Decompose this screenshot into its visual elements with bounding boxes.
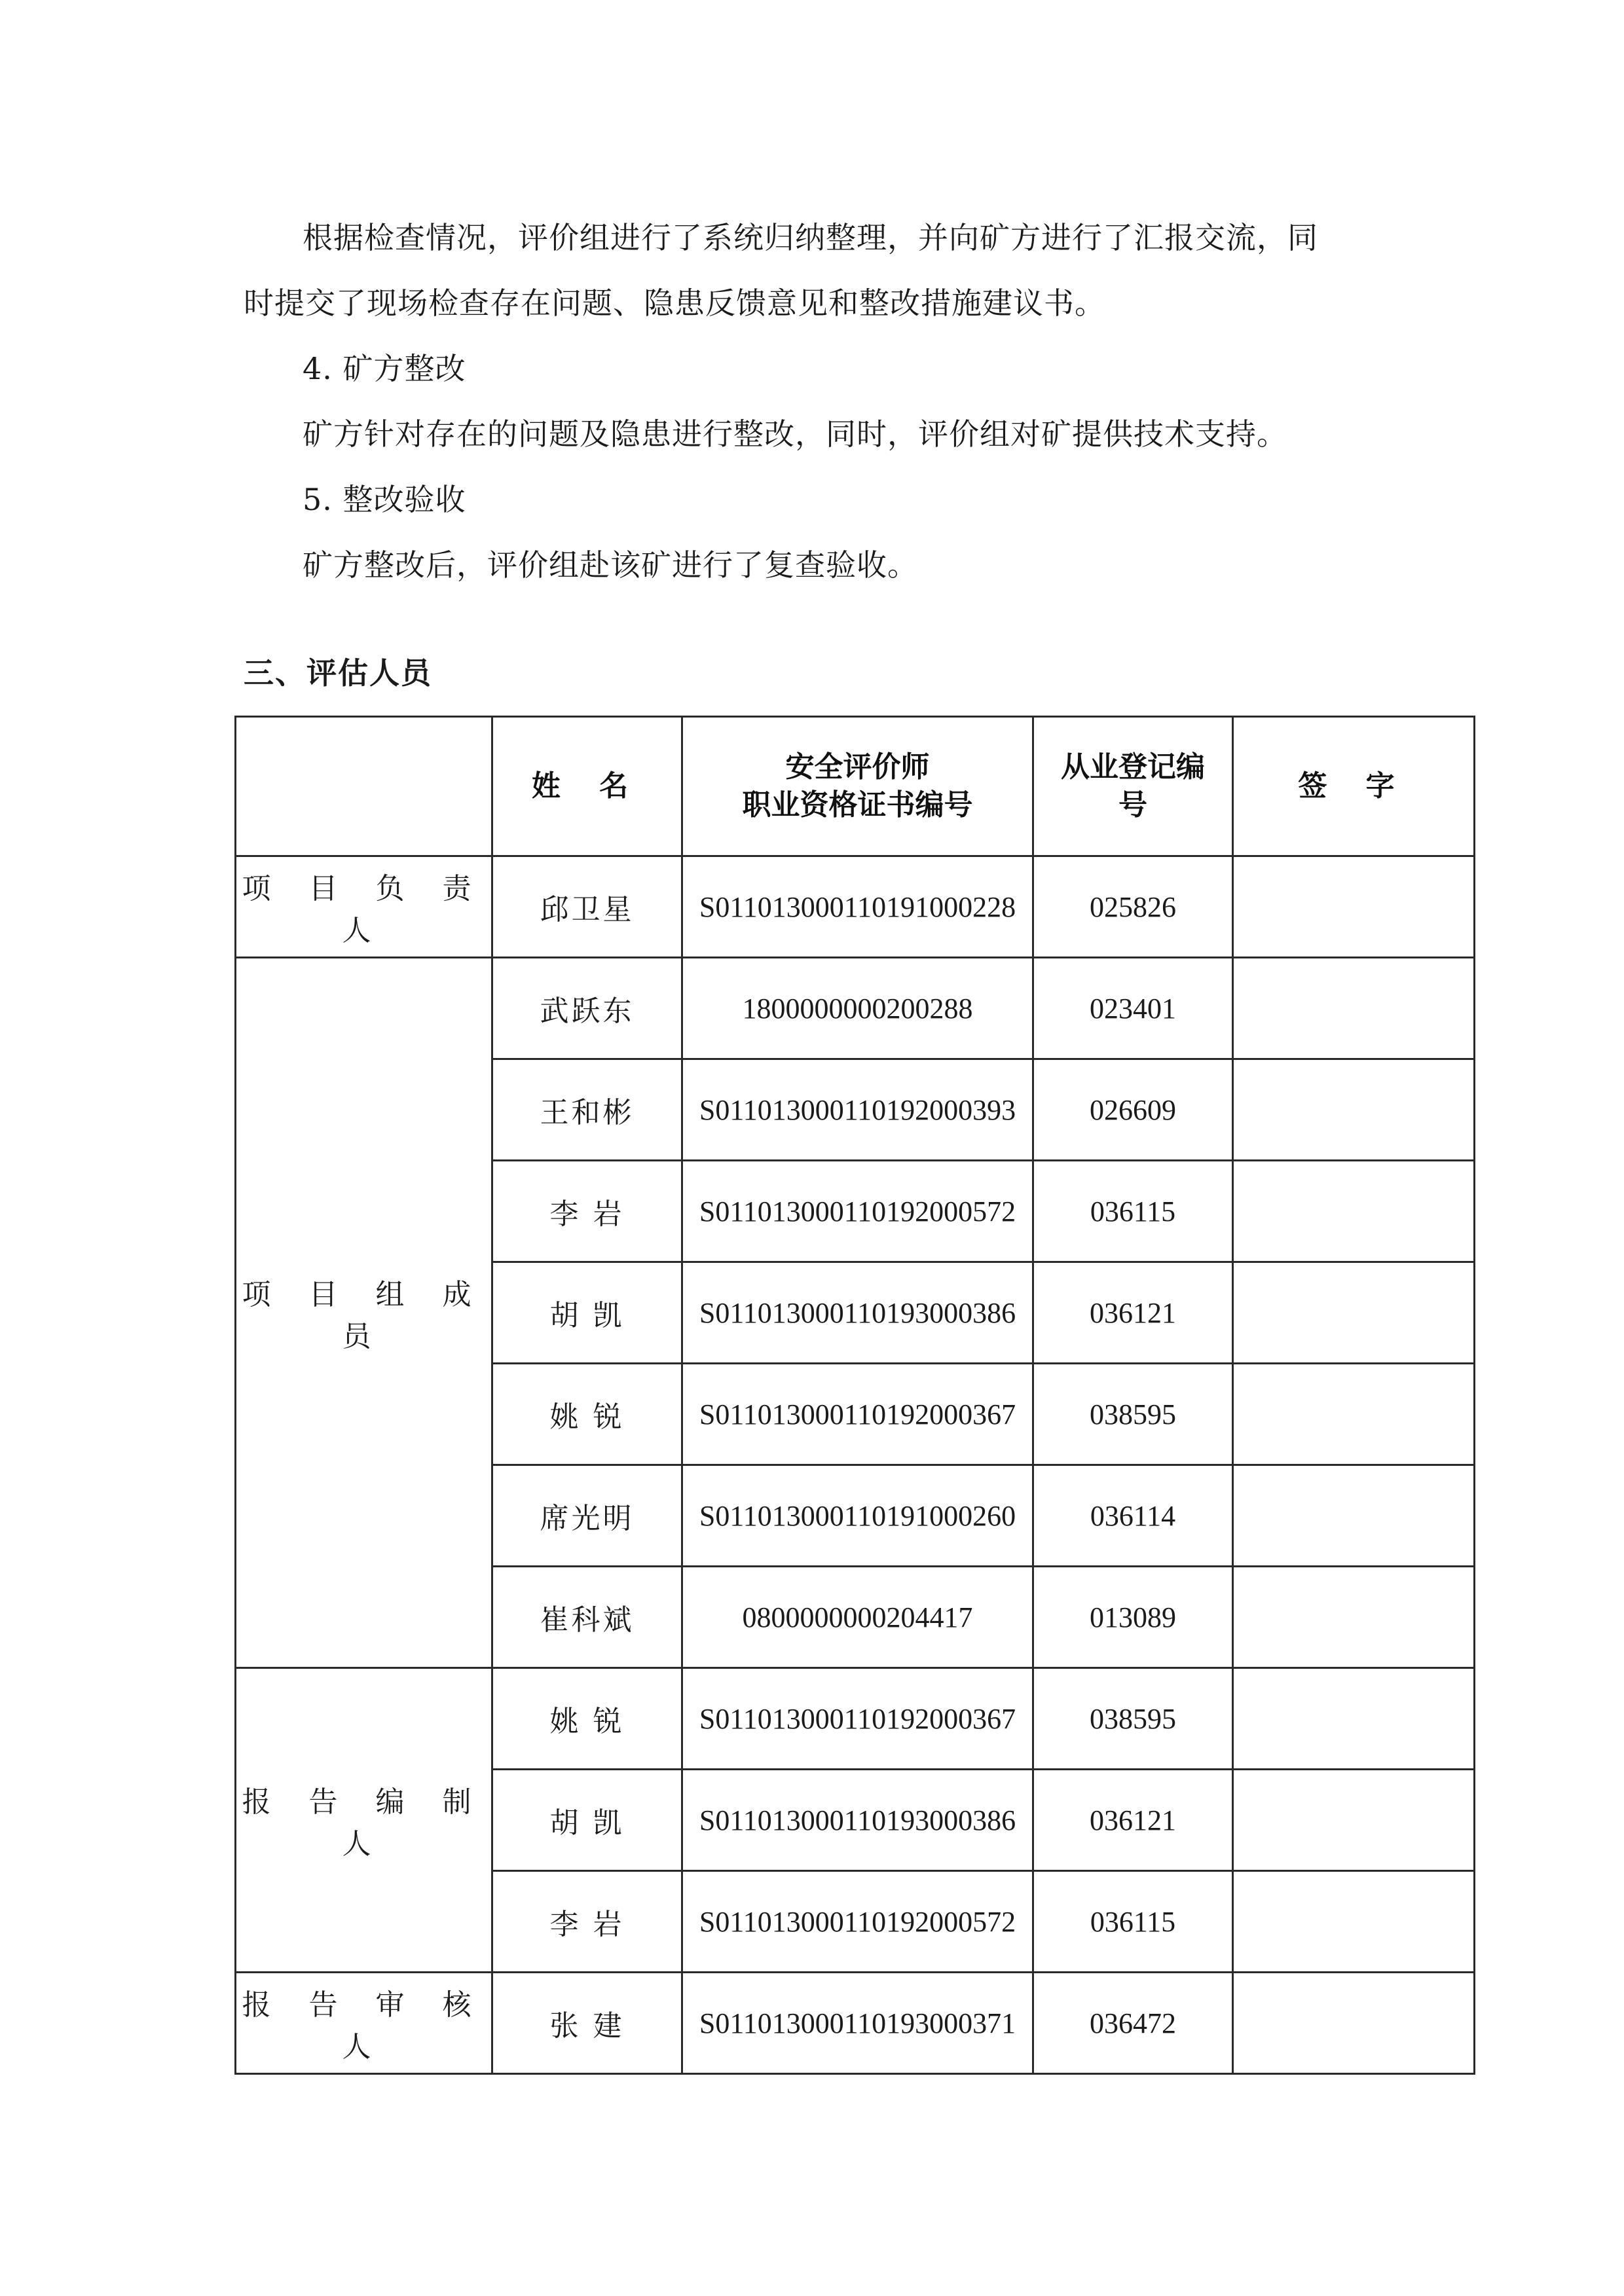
registration-number: 026609 bbox=[1033, 1059, 1233, 1161]
person-name: 姚 锐 bbox=[492, 1364, 682, 1465]
cert-number: 1800000000200288 bbox=[682, 958, 1033, 1059]
signature-cell bbox=[1233, 1262, 1475, 1364]
cert-number: S011013000110192000393 bbox=[682, 1059, 1033, 1161]
paragraph-line-3: 矿方针对存在的问题及隐患进行整改，同时，评价组对矿提供技术支持。 bbox=[303, 416, 1287, 452]
signature-cell bbox=[1233, 1871, 1475, 1973]
signature-cell bbox=[1233, 1161, 1475, 1262]
registration-number: 038595 bbox=[1033, 1364, 1233, 1465]
paragraph-line-4: 矿方整改后，评价组赴该矿进行了复查验收。 bbox=[303, 547, 918, 583]
person-name: 张 建 bbox=[492, 1973, 682, 2074]
signature-cell bbox=[1233, 1973, 1475, 2074]
role-report-compiler: 报 告 编 制 人 bbox=[236, 1668, 492, 1973]
paragraph-line-2: 时提交了现场检查存在问题、隐患反馈意见和整改措施建议书。 bbox=[244, 285, 1105, 321]
signature-cell bbox=[1233, 1567, 1475, 1668]
table-row bbox=[236, 856, 1475, 958]
header-registration-number bbox=[1033, 717, 1233, 856]
header-cert-line2: 职业资格证书编号 bbox=[742, 788, 973, 822]
header-reg-line2: 号 bbox=[1118, 788, 1147, 822]
header-cert-number bbox=[682, 717, 1033, 856]
header-signature: 签 字 bbox=[1233, 717, 1475, 856]
signature-cell bbox=[1233, 1668, 1475, 1770]
subheading-rectification: 4. 矿方整改 bbox=[303, 351, 466, 386]
paragraph-line-1: 根据检查情况，评价组进行了系统归纳整理，并向矿方进行了汇报交流，同 bbox=[303, 220, 1318, 255]
cert-number: S011013000110192000367 bbox=[682, 1668, 1033, 1770]
person-name: 王和彬 bbox=[492, 1059, 682, 1161]
cert-number: S011013000110191000260 bbox=[682, 1465, 1033, 1567]
person-name: 胡 凯 bbox=[492, 1770, 682, 1871]
person-name: 胡 凯 bbox=[492, 1262, 682, 1364]
header-role bbox=[236, 717, 492, 856]
registration-number: 013089 bbox=[1033, 1567, 1233, 1668]
person-name: 崔科斌 bbox=[492, 1567, 682, 1668]
person-name: 席光明 bbox=[492, 1465, 682, 1567]
table-row bbox=[236, 1973, 1475, 2074]
table-row bbox=[236, 958, 1475, 1059]
registration-number: 036115 bbox=[1033, 1161, 1233, 1262]
cert-number: S011013000110192000572 bbox=[682, 1161, 1033, 1262]
staff-table bbox=[234, 716, 1475, 2075]
role-project-leader: 项 目 负 责 人 bbox=[236, 856, 492, 958]
signature-cell bbox=[1233, 958, 1475, 1059]
section-title: 三、评估人员 bbox=[244, 655, 432, 691]
header-cert-line1: 安全评价师 bbox=[785, 750, 930, 784]
header-reg-line1: 从业登记编 bbox=[1061, 750, 1205, 784]
signature-cell bbox=[1233, 856, 1475, 958]
cert-number: S011013000110193000386 bbox=[682, 1770, 1033, 1871]
signature-cell bbox=[1233, 1059, 1475, 1161]
header-name: 姓 名 bbox=[492, 717, 682, 856]
signature-cell bbox=[1233, 1770, 1475, 1871]
registration-number: 036121 bbox=[1033, 1770, 1233, 1871]
registration-number: 025826 bbox=[1033, 856, 1233, 958]
cert-number: S011013000110192000367 bbox=[682, 1364, 1033, 1465]
subheading-acceptance: 5. 整改验收 bbox=[303, 482, 466, 517]
signature-cell bbox=[1233, 1364, 1475, 1465]
registration-number: 023401 bbox=[1033, 958, 1233, 1059]
cert-number: 0800000000204417 bbox=[682, 1567, 1033, 1668]
person-name: 李 岩 bbox=[492, 1871, 682, 1973]
registration-number: 036121 bbox=[1033, 1262, 1233, 1364]
person-name: 武跃东 bbox=[492, 958, 682, 1059]
role-project-team: 项 目 组 成 员 bbox=[236, 958, 492, 1668]
registration-number: 036115 bbox=[1033, 1871, 1233, 1973]
person-name: 李 岩 bbox=[492, 1161, 682, 1262]
cert-number: S011013000110193000386 bbox=[682, 1262, 1033, 1364]
role-report-reviewer: 报 告 审 核 人 bbox=[236, 1973, 492, 2074]
registration-number: 036114 bbox=[1033, 1465, 1233, 1567]
person-name: 邱卫星 bbox=[492, 856, 682, 958]
cert-number: S011013000110191000228 bbox=[682, 856, 1033, 958]
registration-number: 038595 bbox=[1033, 1668, 1233, 1770]
cert-number: S011013000110193000371 bbox=[682, 1973, 1033, 2074]
person-name: 姚 锐 bbox=[492, 1668, 682, 1770]
cert-number: S011013000110192000572 bbox=[682, 1871, 1033, 1973]
registration-number: 036472 bbox=[1033, 1973, 1233, 2074]
table-row bbox=[236, 1668, 1475, 1770]
signature-cell bbox=[1233, 1465, 1475, 1567]
table-header-row bbox=[236, 717, 1475, 856]
